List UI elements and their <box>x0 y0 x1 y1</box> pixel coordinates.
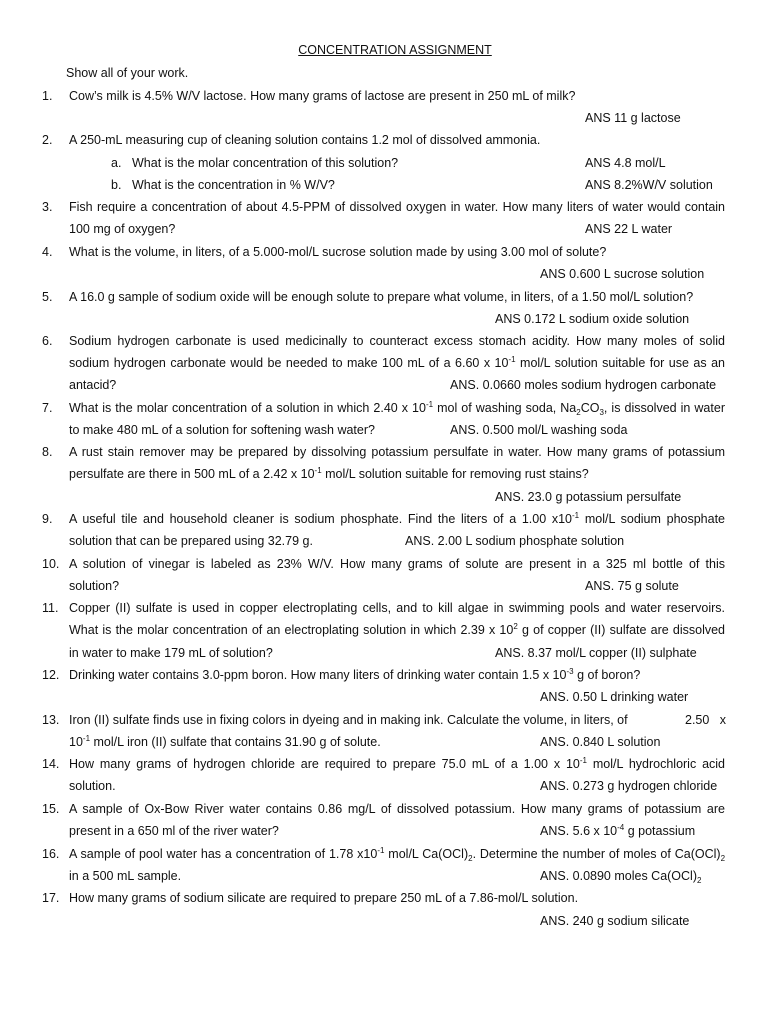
question-text: 100 mg of oxygen? <box>69 222 176 236</box>
question-number: 15. <box>42 802 60 816</box>
sub-label: a. <box>111 156 122 170</box>
question-number: 10. <box>42 557 60 571</box>
question-text: in water to make 179 mL of solution? <box>69 646 273 660</box>
question-number: 6. <box>42 334 53 348</box>
page-title: CONCENTRATION ASSIGNMENT <box>298 43 492 57</box>
question-text: sodium hydrogen carbonate would be needed to make 100 mL of a 6.60 x $10^{-1}$ mol/L solution suitable for use as an <box>69 355 725 370</box>
answer: ANS. 75 g solute <box>585 579 679 593</box>
question-text: Drinking water contains 3.0-ppm boron. How many liters of drinking water contain 1.5 x $10^{-3}$ g of boron? <box>69 667 641 682</box>
question-number: 8. <box>42 445 53 459</box>
answer: ANS 4.8 mol/L <box>585 156 666 170</box>
question-text: What is the molar concentration of a solution in which 2.40 x $10^{-1}$ mol of washing soda, $Na_2CO_3$, is dissolved in water <box>69 400 725 417</box>
question-text: Iron (II) sulfate finds use in fixing colors in dyeing and in making ink. Calculate the volume, in liters, of <box>69 713 628 727</box>
question-text: Copper (II) sulfate is used in copper electroplating cells, and to kill algae in swimming pools and water reservoirs. <box>69 601 725 615</box>
answer: ANS. 2.00 L sodium phosphate solution <box>405 534 625 548</box>
answer: ANS 11 g lactose <box>585 111 681 125</box>
question-number: 17. <box>42 891 60 905</box>
question-text: A 16.0 g sample of sodium oxide will be enough solute to prepare what volume, in liters, of a 1.50 mol/L solution? <box>69 290 694 304</box>
question-text: solution? <box>69 579 120 593</box>
answer: ANS 0.172 L sodium oxide solution <box>495 312 690 326</box>
question-text: present in a 650 ml of the river water? <box>69 824 279 838</box>
question-number: 14. <box>42 757 60 771</box>
question-number: 13. <box>42 713 60 727</box>
answer: ANS. 23.0 g potassium persulfate <box>495 490 682 504</box>
question-text-end: 2.50 x <box>685 713 726 727</box>
question-number: 9. <box>42 512 53 526</box>
question-text: Sodium hydrogen carbonate is used medicinally to counteract excess stomach acidity. How many moles of solid <box>69 334 725 348</box>
question-text: A rust stain remover may be prepared by dissolving potassium persulfate in water. How many grams of potassium <box>69 445 725 459</box>
answer: ANS. 8.37 mol/L copper (II) sulphate <box>495 646 697 660</box>
answer: ANS. 0.840 L solution <box>540 735 661 749</box>
instructions: Show all of your work. <box>66 66 189 80</box>
question-number: 1. <box>42 89 53 103</box>
question-text: antacid? <box>69 378 117 392</box>
question-text: in a 500 mL sample. <box>69 869 182 883</box>
answer: ANS. 0.0660 moles sodium hydrogen carbonate <box>450 378 717 392</box>
question-text: How many grams of sodium silicate are required to prepare 250 mL of a 7.86-mol/L solution. <box>69 891 579 905</box>
question-number: 5. <box>42 290 53 304</box>
answer: ANS 0.600 L sucrose solution <box>540 267 705 281</box>
question-number: 11. <box>42 601 59 615</box>
answer: ANS. 240 g sodium silicate <box>540 914 690 928</box>
question-text: Fish require a concentration of about 4.5-PPM of dissolved oxygen in water. How many liters of water would contain <box>69 200 725 214</box>
question-text: A solution of vinegar is labeled as 23% W/V. How many grams of solute are present in a 325 ml bottle of this <box>69 557 725 571</box>
question-number: 3. <box>42 200 53 214</box>
question-number: 4. <box>42 245 53 259</box>
answer: ANS 8.2%W/V solution <box>585 178 713 192</box>
question-text: $10^{-1}$ mol/L iron (II) sulfate that contains 31.90 g of solute. <box>69 734 381 749</box>
question-number: 16. <box>42 847 60 861</box>
question-text: A sample of Ox-Bow River water contains 0.86 mg/L of dissolved potassium. How many grams of potassium are <box>69 802 725 816</box>
question-text: A sample of pool water has a concentration of 1.78 $x10^{-1}$ mol/L $Ca(OCl)_2$. Determine the number of moles of $Ca(OCl)_2$ <box>69 846 726 863</box>
question-text: solution. <box>69 779 116 793</box>
answer: ANS. 0.273 g hydrogen chloride <box>540 779 718 793</box>
question-text: What is the volume, in liters, of a 5.000-mol/L sucrose solution made by using 3.00 mol of solute? <box>69 245 607 259</box>
question-number: 12. <box>42 668 60 682</box>
sub-label: b. <box>111 178 122 192</box>
sub-question-text: What is the molar concentration of this solution? <box>132 156 399 170</box>
question-text: How many grams of hydrogen chloride are required to prepare 75.0 mL of a 1.00 x $10^{-1}$ mol/L hydrochloric acid <box>69 756 725 771</box>
question-text: solution that can be prepared using 32.79 g. <box>69 534 313 548</box>
question-text: Cow’s milk is 4.5% W/V lactose. How many grams of lactose are present in 250 mL of milk? <box>69 89 576 103</box>
answer: ANS 22 L water <box>585 222 673 236</box>
question-text: A useful tile and household cleaner is sodium phosphate. Find the liters of a 1.00 $x10^{-1}$ mol/L sodium phosphate <box>69 511 725 526</box>
question-text: to make 480 mL of a solution for softening wash water? <box>69 423 375 437</box>
question-text: A 250-mL measuring cup of cleaning solution contains 1.2 mol of dissolved ammonia. <box>69 133 541 147</box>
answer: ANS. 0.50 L drinking water <box>540 690 689 704</box>
answer: ANS. 5.6 x $10^{-4}$ g potassium <box>540 823 696 838</box>
answer: ANS. 0.500 mol/L washing soda <box>450 423 628 437</box>
answer: ANS. 0.0890 moles $Ca(OCl)_2$ <box>540 869 702 885</box>
question-number: 2. <box>42 133 53 147</box>
question-number: 7. <box>42 401 53 415</box>
sub-question-text: What is the concentration in % W/V? <box>132 178 335 192</box>
question-text: What is the molar concentration of an electroplating solution in which 2.39 x $10^2$ g of copper (II) sulfate are dissolved <box>69 622 726 637</box>
question-text: persulfate are there in 500 mL of a 2.42 x $10^{-1}$ mol/L solution suitable for removing rust stains? <box>69 466 589 481</box>
